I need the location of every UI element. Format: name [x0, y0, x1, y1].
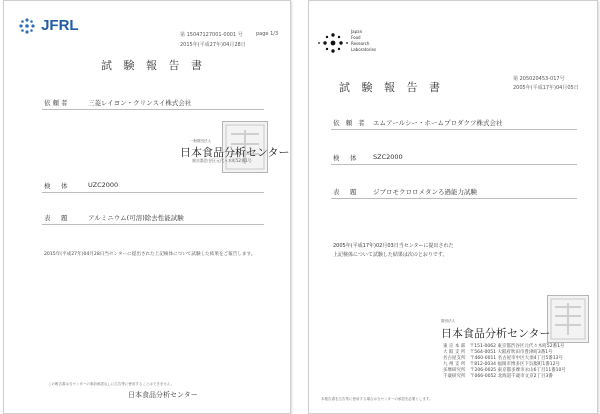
org-name: 日本食品分析センター: [441, 327, 551, 340]
org-name: 日本食品分析センター: [180, 146, 290, 159]
client-underline: [42, 109, 264, 110]
specimen-underline: [42, 192, 264, 193]
subject-underline: [331, 198, 577, 199]
address-row: 東 京 本 部 〒151-0062 東京都渋谷区元代々木町52番1号: [443, 344, 565, 349]
footer-note: この報告書は当センターの事前承認なしに広告等に使用することはできません。: [48, 382, 175, 386]
footer-note: 本報告書を広告等に使用する場合は当センターの承認を必要とします。: [321, 397, 433, 401]
org-small-label: 財団法人: [441, 319, 455, 323]
specimen-label: 検 体: [44, 182, 70, 190]
footer-org: 日本食品分析センター: [128, 391, 198, 399]
jfrl-logo-text: JFRL: [41, 17, 79, 34]
address-row: 大 阪 支 所 〒564-0051 大阪府吹田市豊津町3番1号: [443, 350, 553, 355]
address-row: 千歳研究所 〒066-0052 北海道千歳市文京2丁目3番: [443, 374, 553, 379]
org-address: 東京都渋谷区元代々木町52番1号: [192, 158, 252, 163]
subject-underline: [42, 224, 264, 225]
subject-label: 表 題: [44, 214, 70, 222]
report-date: 2015年(平成27年)04月28日: [180, 42, 246, 48]
specimen-underline: [331, 164, 577, 165]
report-title: 試 験 報 告 書: [101, 59, 206, 72]
client-value: 三菱レイヨン・クリンスイ株式会社: [88, 99, 192, 107]
report-body-line-2: 上記検体について試験した結果は次のとおりです。: [333, 252, 448, 258]
seal-mark-icon: [548, 296, 588, 342]
report-page-left: [3, 0, 291, 414]
subject-value: ジブロモクロロメタンろ過能力試験: [373, 188, 477, 196]
address-row: 九 州 支 所 〒812-0034 福岡市博多区下呉服町1番12号: [443, 362, 560, 367]
report-number: 第 15047127001-0001 号: [180, 32, 243, 38]
client-value: エムアールシー・ホームプロダクツ株式会社: [373, 119, 503, 127]
client-label: 依頼者: [44, 99, 70, 107]
logo-line-2: Food: [351, 35, 361, 40]
report-body-text: 2015年(平成27年)04月28日当センターに提出された上記検体について試験した結果をご報告します。: [44, 252, 256, 257]
specimen-value: SZC2000: [373, 153, 403, 161]
logo-line-3: Research: [351, 41, 370, 46]
client-label: 依 頼 者: [333, 119, 367, 127]
report-title: 試 験 報 告 書: [339, 81, 444, 94]
dot-cluster-icon: [315, 29, 351, 59]
subject-value: アルミニウム(可溶)除去性能試験: [88, 214, 184, 222]
jfrl-dot-logo: [315, 29, 351, 63]
report-page-right: [308, 0, 598, 414]
report-date: 2005年(平成17年)04月05日: [513, 85, 579, 91]
org-small-label: 一般財団法人: [190, 139, 211, 143]
report-body-line-1: 2005年(平成17年)02月03日当センターに提出された: [333, 243, 454, 249]
logo-line-1: Japan: [351, 29, 363, 34]
official-seal: [547, 295, 589, 343]
subject-label: 表 題: [333, 188, 359, 196]
logo-wordmark: [351, 29, 376, 53]
address-row: 名古屋支所 〒460-0011 名古屋市中区大須4丁目5番13号: [443, 356, 564, 361]
specimen-value: UZC2000: [88, 181, 119, 189]
client-underline: [331, 129, 577, 130]
jfrl-logo: [18, 15, 79, 35]
report-number: 第 205020453-017号: [513, 76, 565, 82]
jfrl-logo-icon: [18, 17, 36, 35]
logo-line-4: Laboratories: [351, 47, 377, 52]
specimen-label: 検 体: [333, 154, 359, 162]
address-row: 多摩研究所 〒206-0025 東京都多摩市永山6丁目11番10号: [443, 368, 566, 373]
page-indicator: page 1/3: [256, 31, 279, 37]
